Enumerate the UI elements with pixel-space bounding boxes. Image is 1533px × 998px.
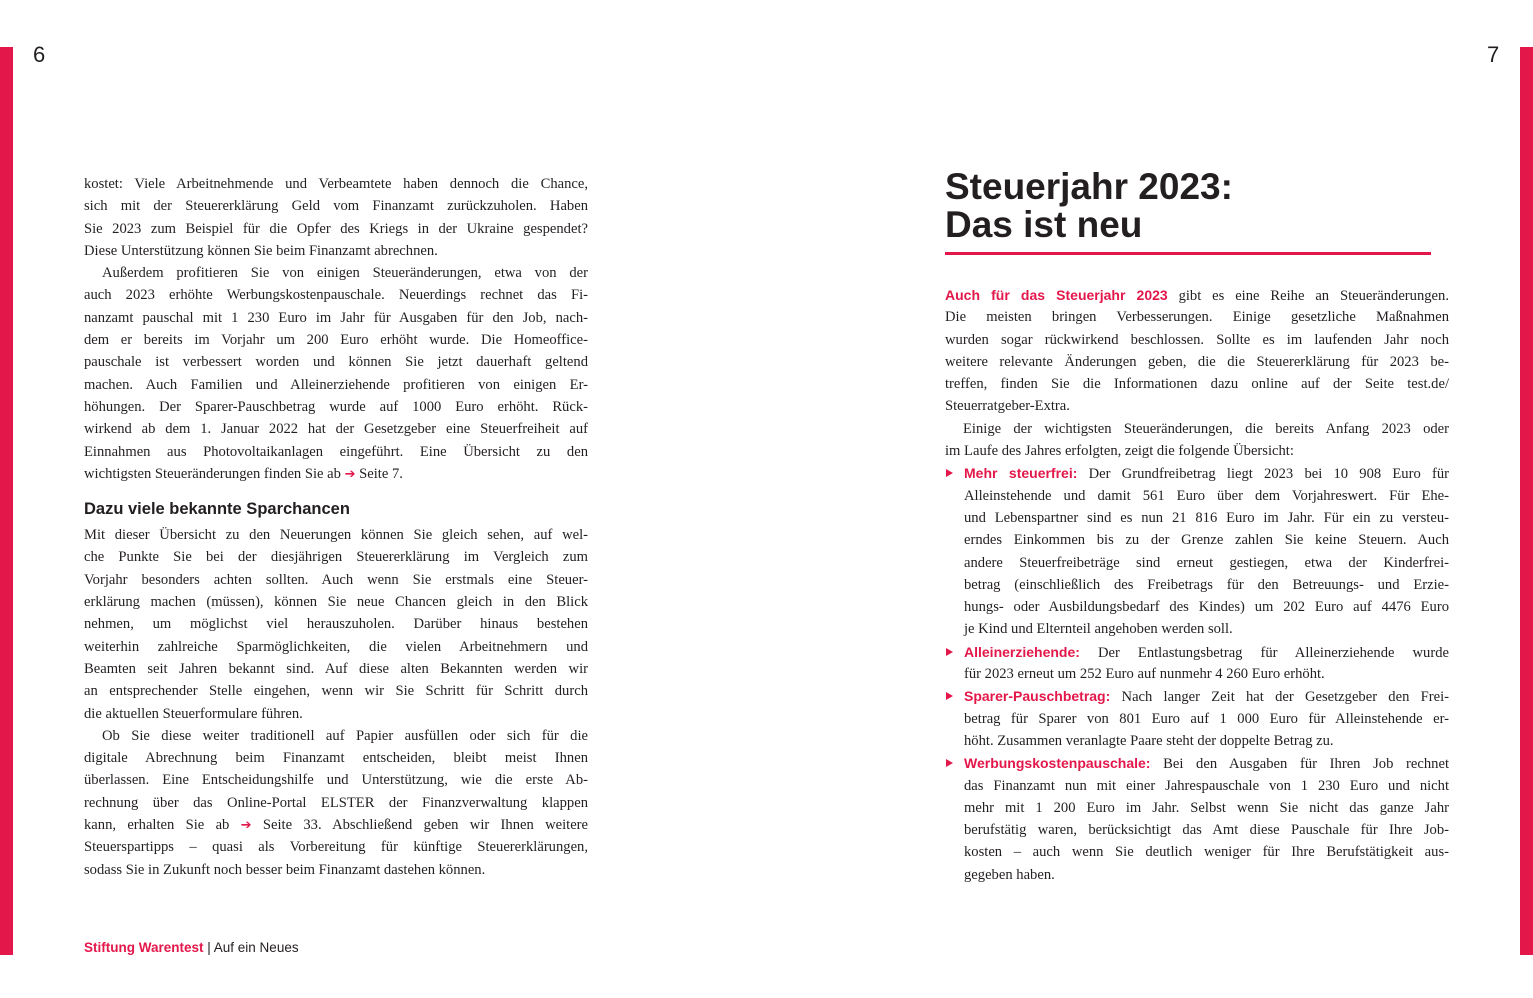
line-text: Alleinstehende und damit 561 Euro über dem Vorjahreswert. Für Ehe- <box>964 487 1449 504</box>
bullet-triangle-icon <box>946 648 953 656</box>
text-line <box>84 396 588 418</box>
text-line <box>945 708 1449 730</box>
line-text: für 2023 erneut um 252 Euro auf nunmehr 4 260 Euro erhöht. <box>964 666 1325 683</box>
right-page-body <box>945 284 1449 886</box>
text-line <box>945 775 1449 797</box>
line-text: Der Entlastungsbetrag für Alleinerziehende wurde <box>1079 644 1449 661</box>
line-text: höhungen. Der Sparer-Pauschbetrag wurde auf 1000 Euro erhöht. Rück- <box>84 398 588 415</box>
line-text: höht. Zusammen veranlagte Paare steht der doppelte Betrag zu. <box>964 732 1334 749</box>
text-line <box>945 596 1449 618</box>
bullet-item-line <box>945 641 1449 663</box>
text-line <box>84 441 588 463</box>
text-line <box>945 618 1449 640</box>
line-text: sodass Sie in Zukunft noch besser beim Finanzamt dastehen können. <box>84 861 486 878</box>
bullet-item-line <box>945 752 1449 774</box>
line-text: kosten – auch wenn Sie deutlich weniger für Ihre Berufstätigkeit aus- <box>964 844 1449 861</box>
line-text: weitere relevante Änderungen geben, die die Steuererklärung für 2023 be- <box>945 353 1449 370</box>
text-line <box>945 864 1449 886</box>
text-line <box>945 485 1449 507</box>
page-title-line-1: Steuerjahr 2023: <box>945 166 1233 207</box>
line-text: Außerdem profitieren Sie von einigen Steueränderungen, etwa von der <box>102 265 588 282</box>
text-line <box>945 529 1449 551</box>
text-line <box>84 463 588 485</box>
text-line <box>84 524 588 546</box>
text-line <box>945 730 1449 752</box>
text-line <box>945 507 1449 529</box>
right-page-edge-bar <box>1520 47 1533 955</box>
text-line <box>945 797 1449 819</box>
line-text: und Lebenspartner sind es nun 21 816 Euro im Jahr. Für ein zu versteu- <box>964 509 1449 526</box>
text-line <box>84 351 588 373</box>
line-text: che Punkte Sie bei der diesjährigen Steuererklärung im Vergleich zum <box>84 549 588 566</box>
text-line <box>84 658 588 680</box>
line-text: wurden sogar rückwirkend beschlossen. Sollte es im laufenden Jahr noch <box>945 331 1449 348</box>
line-text: erndes Einkommen bis zu der Grenze zahlen Sie keine Steuern. Auch <box>964 532 1449 549</box>
text-line <box>84 418 588 440</box>
text-line <box>945 351 1449 373</box>
line-text: Einnahmen aus Photovoltaikanlagen eingeführt. Eine Übersicht zu den <box>84 443 588 460</box>
footer <box>84 940 299 955</box>
line-text: sich mit der Steuererklärung Geld vom Finanzamt zurückzuholen. Haben <box>84 198 588 215</box>
page-reference-link[interactable]: Seite 7. <box>355 465 403 482</box>
line-text: Diese Unterstützung können Sie beim Finanzamt abrechnen. <box>84 242 438 259</box>
line-text: Bei den Ausgaben für Ihren Job rechnet <box>1150 756 1449 773</box>
line-text: Steuerspartipps – quasi als Vorbereitung für künftige Steuererklärungen, <box>84 839 588 856</box>
text-line <box>945 574 1449 596</box>
text-line <box>84 792 588 814</box>
line-text: Vorjahr besonders achten sollten. Auch wenn Sie erstmals eine Steuer- <box>84 571 588 588</box>
text-line <box>945 819 1449 841</box>
text-line <box>84 569 588 591</box>
text-line <box>84 218 588 240</box>
bullet-triangle-icon <box>946 469 953 477</box>
text-line <box>945 841 1449 863</box>
line-text: Beamten seit Jahren bekannt sind. Auf diese alten Bekannten werden wir <box>84 660 588 677</box>
line-text: kann, erhalten Sie ab <box>84 817 241 834</box>
line-text: gegeben haben. <box>964 866 1055 883</box>
text-line <box>945 552 1449 574</box>
line-text: Nach langer Zeit hat der Gesetzgeber den Frei- <box>1110 689 1449 706</box>
line-text: berufstätig waren, berücksichtigt das Amt diese Pauschale für Ihre Job- <box>964 822 1449 839</box>
text-line <box>84 329 588 351</box>
text-line <box>945 373 1449 395</box>
line-text: weiterhin zahlreiche Sparmöglichkeiten, die vielen Arbeitnehmern und <box>84 638 588 655</box>
line-text: nanzamt pauschal mit 1 230 Euro im Jahr für Ausgaben für den Job, nach- <box>84 309 588 326</box>
line-text: kostet: Viele Arbeitnehmende und Verbeamtete haben dennoch die Chance, <box>84 176 588 192</box>
line-text: pauschale ist verbessert worden und können Sie jetzt dauerhaft geltend <box>84 354 588 371</box>
page-reference-arrow-icon: ➔ <box>240 818 252 834</box>
text-line <box>84 262 588 284</box>
line-text: überlassen. Eine Entscheidungshilfe und Unterstützung, wie die erste Ab- <box>84 772 588 789</box>
line-text: die aktuellen Steuerformulare führen. <box>84 705 303 722</box>
line-text: nehmen, um möglichst viel herauszuholen. Darüber hinaus bestehen <box>84 616 588 633</box>
text-line <box>84 240 588 262</box>
text-line <box>945 663 1449 685</box>
bullet-triangle-icon <box>946 759 953 767</box>
text-line <box>84 284 588 306</box>
highlighted-lead: Sparer-Pauschbetrag: <box>964 688 1111 705</box>
line-text: Mit dieser Übersicht zu den Neuerungen können Sie gleich sehen, auf wel- <box>84 527 588 544</box>
text-line <box>84 680 588 702</box>
text-line <box>84 814 588 836</box>
sparchancen-text-block <box>84 524 588 881</box>
text-line <box>84 747 588 769</box>
bullet-item-line <box>945 462 1449 484</box>
left-page-edge-bar <box>0 47 13 955</box>
title-underline-rule <box>945 252 1431 255</box>
line-text: je Kind und Elternteil angehoben werden soll. <box>964 621 1233 638</box>
text-line <box>84 546 588 568</box>
line-text: auch 2023 erhöhte Werbungskostenpauschale. Neuerdings rechnet das Fi- <box>84 287 588 304</box>
line-text: rechnung über das Online-Portal ELSTER der Finanzverwaltung klappen <box>84 794 588 811</box>
text-line <box>84 613 588 635</box>
line-text: digitale Abrechnung beim Finanzamt entscheiden, bleibt meist Ihnen <box>84 750 588 767</box>
text-line <box>84 591 588 613</box>
text-line <box>84 636 588 658</box>
text-line <box>945 306 1449 328</box>
bullet-item-line <box>945 685 1449 707</box>
line-text: wirkend ab dem 1. Januar 2022 hat der Gesetzgeber eine Steuerfreiheit auf <box>84 421 588 438</box>
line-text: Die meisten bringen Verbesserungen. Einige gesetzliche Maßnahmen <box>945 309 1449 326</box>
page-title-line-2: Das ist neu <box>945 204 1143 245</box>
page-reference-arrow-icon: ➔ <box>344 466 356 482</box>
line-text: Ob Sie diese weiter traditionell auf Papier ausfüllen oder sich für die <box>102 727 588 744</box>
bullet-triangle-icon <box>946 692 953 700</box>
text-line <box>945 329 1449 351</box>
highlighted-lead: Alleinerziehende: <box>964 643 1080 660</box>
text-line <box>84 859 588 881</box>
text-line <box>84 173 588 195</box>
line-text: das Finanzamt nun mit einer Jahrespauschale von 1 230 Euro und nicht <box>964 777 1449 794</box>
text-line <box>945 284 1449 306</box>
line-text: Einige der wichtigsten Steueränderungen, die bereits Anfang 2023 oder <box>963 420 1449 437</box>
line-text: dem er bereits im Vorjahr um 200 Euro erhöht wurde. Die Homeoffice- <box>84 332 588 349</box>
text-line <box>84 769 588 791</box>
line-text: Der Grundfreibetrag liegt 2023 bei 10 908 Euro für <box>1077 466 1449 483</box>
line-text: an entsprechender Stelle eingehen, wenn wir Sie Schritt für Schritt durch <box>84 683 588 700</box>
line-text: machen. Auch Familien und Alleinerziehende profitieren von einigen Er- <box>84 376 588 393</box>
text-line <box>84 703 588 725</box>
text-line <box>84 307 588 329</box>
page-number-left: 6 <box>33 42 46 67</box>
line-text: Steuerratgeber-Extra. <box>945 398 1070 415</box>
line-text: im Laufe des Jahres erfolgten, zeigt die folgende Übersicht: <box>945 443 1294 460</box>
line-text: andere Steuerfreibeträge sind erneut gestiegen, etwa der Kinderfrei- <box>964 554 1449 571</box>
section-heading: Dazu viele bekannte Sparchancen <box>84 500 350 519</box>
intro-text-block <box>84 173 588 485</box>
line-text: betrag für Sparer von 801 Euro auf 1 000 Euro für Alleinstehende er- <box>964 710 1449 727</box>
text-line <box>84 725 588 747</box>
line-text: mehr mit 1 200 Euro im Jahr. Selbst wenn Sie nicht das ganze Jahr <box>964 799 1449 816</box>
line-text: erklärung machen (müssen), können Sie neue Chancen gleich in den Blick <box>84 594 588 611</box>
line-text: betrag (einschließlich des Freibetrags für den Betreuungs- und Erzie- <box>964 576 1449 593</box>
page-title <box>945 168 1233 244</box>
text-line <box>84 836 588 858</box>
text-line <box>945 440 1449 462</box>
text-line <box>945 418 1449 440</box>
text-line <box>84 374 588 396</box>
text-line <box>945 395 1449 417</box>
line-text: gibt es eine Reihe an Steueränderungen. <box>1167 288 1449 304</box>
highlighted-lead: Auch für das Steuerjahr 2023 <box>945 287 1168 303</box>
footer-brand: Stiftung Warentest <box>84 940 204 955</box>
highlighted-lead: Mehr steuerfrei: <box>964 465 1078 482</box>
line-text: hungs- oder Ausbildungsbedarf des Kindes) um 202 Euro auf 4476 Euro <box>964 599 1449 616</box>
footer-section: | Auf ein Neues <box>207 940 299 955</box>
left-page-body <box>84 173 588 881</box>
line-text: wichtigsten Steueränderungen finden Sie ab <box>84 465 345 482</box>
text-line <box>84 195 588 217</box>
page-number-right: 7 <box>1487 42 1500 67</box>
line-text: treffen, finden Sie die Informationen dazu online auf der Seite test.de/ <box>945 376 1449 393</box>
page-reference-link[interactable]: Seite 33. Abschließend geben wir Ihnen weitere <box>251 817 589 834</box>
highlighted-lead: Werbungskostenpauschale: <box>964 755 1151 772</box>
line-text: Sie 2023 zum Beispiel für die Opfer des Kriegs in der Ukraine gespendet? <box>84 220 588 237</box>
